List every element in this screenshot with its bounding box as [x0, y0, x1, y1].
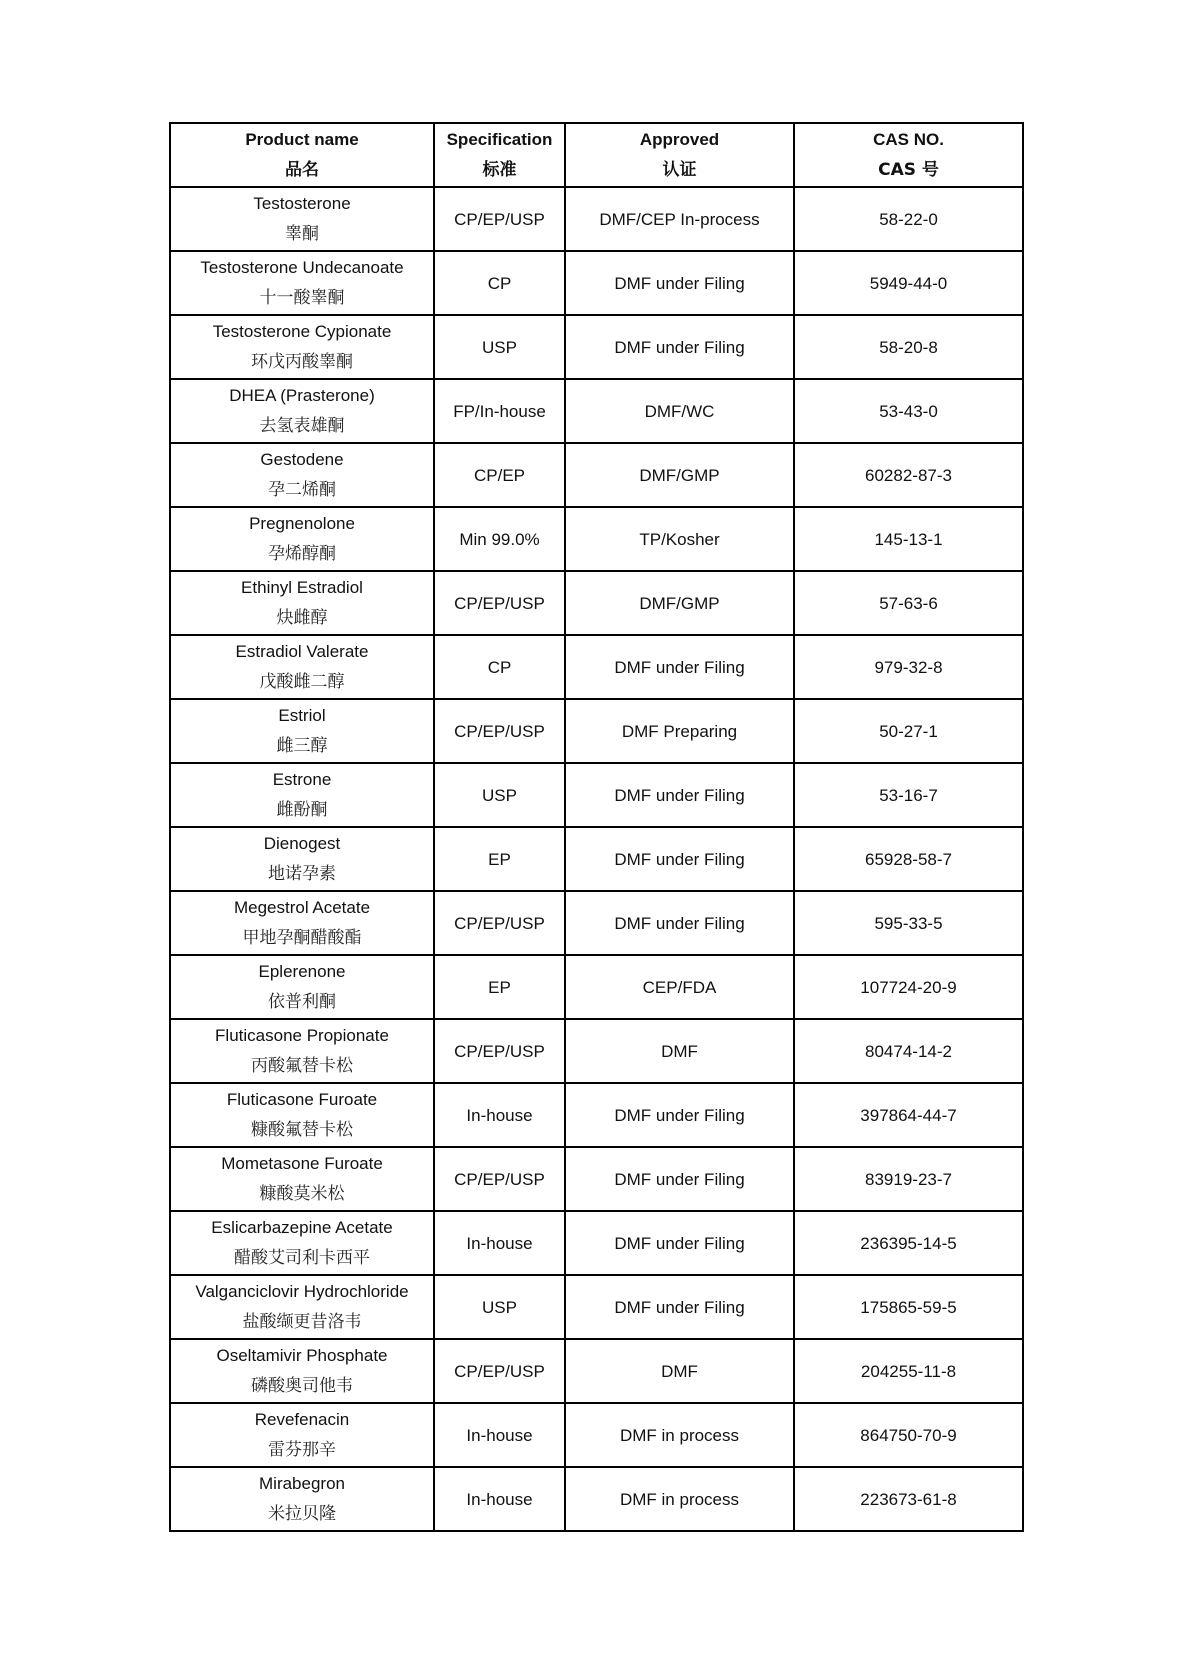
product-name-en: Estradiol Valerate — [235, 642, 369, 661]
product-name-zh: 孕烯醇酮 — [268, 544, 336, 564]
cell-specification: USP — [434, 315, 565, 379]
header-product-name-en: Product name — [245, 130, 359, 149]
product-name-zh: 盐酸缬更昔洛韦 — [242, 1312, 362, 1332]
table-row — [170, 315, 1023, 379]
table-row — [170, 1019, 1023, 1083]
product-name-zh: 地诺孕素 — [268, 864, 336, 884]
header-specification-en: Specification — [446, 130, 553, 149]
table-row — [170, 251, 1023, 315]
cell-cas-no: 204255-11-8 — [794, 1339, 1023, 1403]
cell-specification: FP/In-house — [434, 379, 565, 443]
cell-specification: In-house — [434, 1083, 565, 1147]
table-row — [170, 699, 1023, 763]
cell-specification: Min 99.0% — [434, 507, 565, 571]
product-name-en: Estriol — [278, 706, 326, 725]
table-row — [170, 763, 1023, 827]
header-cas-no — [794, 123, 1023, 187]
cell-approved: DMF in process — [565, 1403, 794, 1467]
table-body — [170, 187, 1023, 1531]
cell-product-name — [170, 1275, 434, 1339]
product-name-zh: 戊酸雌二醇 — [259, 672, 345, 692]
cell-product-name — [170, 379, 434, 443]
cell-approved: DMF under Filing — [565, 635, 794, 699]
cell-specification: CP — [434, 635, 565, 699]
cell-product-name — [170, 1083, 434, 1147]
table-row — [170, 1467, 1023, 1531]
product-name-en: Testosterone — [253, 194, 351, 213]
product-name-zh: 甲地孕酮醋酸酯 — [242, 928, 362, 948]
product-name-zh: 十一酸睾酮 — [259, 288, 345, 308]
cell-approved: DMF under Filing — [565, 1211, 794, 1275]
cell-product-name — [170, 1147, 434, 1211]
header-approved — [565, 123, 794, 187]
product-name-en: Fluticasone Propionate — [215, 1026, 389, 1045]
product-name-zh: 雷芬那辛 — [268, 1440, 336, 1460]
cell-product-name — [170, 891, 434, 955]
cell-cas-no: 83919-23-7 — [794, 1147, 1023, 1211]
table-row — [170, 1211, 1023, 1275]
cell-cas-no: 60282-87-3 — [794, 443, 1023, 507]
header-cas-no-en: CAS NO. — [873, 130, 944, 149]
table-row — [170, 827, 1023, 891]
cell-specification: CP/EP/USP — [434, 891, 565, 955]
cell-cas-no: 145-13-1 — [794, 507, 1023, 571]
cell-approved: DMF under Filing — [565, 1275, 794, 1339]
product-name-en: Gestodene — [260, 450, 344, 469]
table-row — [170, 379, 1023, 443]
cell-cas-no: 57-63-6 — [794, 571, 1023, 635]
cell-specification: CP/EP/USP — [434, 1147, 565, 1211]
cell-cas-no: 979-32-8 — [794, 635, 1023, 699]
cell-cas-no: 53-16-7 — [794, 763, 1023, 827]
product-name-en: Ethinyl Estradiol — [241, 578, 363, 597]
header-approved-en: Approved — [639, 130, 720, 149]
product-table — [169, 122, 1024, 1532]
cell-product-name — [170, 827, 434, 891]
cell-specification: USP — [434, 763, 565, 827]
cell-approved: DMF/GMP — [565, 443, 794, 507]
cell-cas-no: 107724-20-9 — [794, 955, 1023, 1019]
cell-specification: USP — [434, 1275, 565, 1339]
table-row — [170, 443, 1023, 507]
product-name-en: Valganciclovir Hydrochloride — [195, 1282, 409, 1301]
product-name-zh: 醋酸艾司利卡西平 — [234, 1248, 370, 1268]
cell-approved: CEP/FDA — [565, 955, 794, 1019]
product-name-en: Oseltamivir Phosphate — [216, 1346, 388, 1365]
product-name-zh: 米拉贝隆 — [268, 1504, 336, 1524]
table-row — [170, 1339, 1023, 1403]
cell-approved: DMF under Filing — [565, 315, 794, 379]
cell-specification: EP — [434, 827, 565, 891]
product-name-zh: 丙酸氟替卡松 — [251, 1056, 353, 1076]
cell-approved: DMF/GMP — [565, 571, 794, 635]
product-name-zh: 炔雌醇 — [276, 608, 328, 628]
cell-product-name — [170, 507, 434, 571]
product-name-en: Eslicarbazepine Acetate — [211, 1218, 393, 1237]
cell-approved: DMF under Filing — [565, 1083, 794, 1147]
header-specification-zh: 标准 — [482, 160, 517, 180]
product-name-en: Eplerenone — [258, 962, 346, 981]
product-name-zh: 磷酸奥司他韦 — [251, 1376, 353, 1396]
cell-cas-no: 58-20-8 — [794, 315, 1023, 379]
cell-approved: DMF under Filing — [565, 763, 794, 827]
header-specification — [434, 123, 565, 187]
cell-cas-no: 80474-14-2 — [794, 1019, 1023, 1083]
cell-product-name — [170, 1019, 434, 1083]
product-name-zh: 依普利酮 — [268, 992, 336, 1012]
product-name-en: DHEA (Prasterone) — [229, 386, 375, 405]
cell-product-name — [170, 1339, 434, 1403]
header-approved-zh: 认证 — [662, 160, 697, 180]
table-row — [170, 507, 1023, 571]
cell-approved: DMF — [565, 1339, 794, 1403]
table-row — [170, 891, 1023, 955]
cell-specification: CP/EP/USP — [434, 187, 565, 251]
cell-product-name — [170, 571, 434, 635]
cell-specification: CP/EP/USP — [434, 1019, 565, 1083]
cell-product-name — [170, 1467, 434, 1531]
cell-cas-no: 65928-58-7 — [794, 827, 1023, 891]
product-name-en: Testosterone Undecanoate — [200, 258, 404, 277]
product-name-en: Fluticasone Furoate — [226, 1090, 378, 1109]
cell-approved: DMF/WC — [565, 379, 794, 443]
table-row — [170, 635, 1023, 699]
product-name-en: Mometasone Furoate — [221, 1154, 383, 1173]
cell-product-name — [170, 635, 434, 699]
cell-approved: DMF under Filing — [565, 251, 794, 315]
product-name-zh: 环戊丙酸睾酮 — [251, 352, 353, 372]
cell-approved: DMF/CEP In-process — [565, 187, 794, 251]
cell-product-name — [170, 1403, 434, 1467]
cell-approved: DMF under Filing — [565, 1147, 794, 1211]
cell-approved: DMF under Filing — [565, 827, 794, 891]
cell-approved: DMF Preparing — [565, 699, 794, 763]
table-row — [170, 1275, 1023, 1339]
table-row — [170, 1083, 1023, 1147]
cell-product-name — [170, 443, 434, 507]
header-product-name-zh: 品名 — [285, 160, 319, 180]
table-row — [170, 187, 1023, 251]
cell-approved: TP/Kosher — [565, 507, 794, 571]
cell-cas-no: 864750-70-9 — [794, 1403, 1023, 1467]
cell-product-name — [170, 315, 434, 379]
cell-product-name — [170, 955, 434, 1019]
cell-cas-no: 236395-14-5 — [794, 1211, 1023, 1275]
product-name-zh: 雌酚酮 — [276, 800, 328, 820]
cell-cas-no: 397864-44-7 — [794, 1083, 1023, 1147]
product-name-zh: 雌三醇 — [276, 736, 328, 756]
product-name-zh: 睾酮 — [285, 224, 319, 244]
product-name-zh: 糠酸氟替卡松 — [251, 1120, 353, 1140]
table-header-row — [170, 123, 1023, 187]
cell-specification: In-house — [434, 1403, 565, 1467]
cell-cas-no: 5949-44-0 — [794, 251, 1023, 315]
product-name-en: Mirabegron — [259, 1474, 345, 1493]
product-name-en: Revefenacin — [254, 1410, 350, 1429]
cell-specification: CP/EP/USP — [434, 571, 565, 635]
product-name-en: Estrone — [272, 770, 332, 789]
cell-approved: DMF — [565, 1019, 794, 1083]
product-name-en: Dienogest — [263, 834, 341, 853]
product-name-zh: 糠酸莫米松 — [259, 1184, 345, 1204]
cell-cas-no: 175865-59-5 — [794, 1275, 1023, 1339]
cell-cas-no: 50-27-1 — [794, 699, 1023, 763]
cell-cas-no: 595-33-5 — [794, 891, 1023, 955]
cell-cas-no: 223673-61-8 — [794, 1467, 1023, 1531]
product-name-en: Testosterone Cypionate — [212, 322, 392, 341]
cell-product-name — [170, 251, 434, 315]
cell-specification: EP — [434, 955, 565, 1019]
cell-specification: CP/EP — [434, 443, 565, 507]
table-row — [170, 1403, 1023, 1467]
table-row — [170, 1147, 1023, 1211]
product-name-en: Pregnenolone — [249, 514, 355, 533]
cell-specification: In-house — [434, 1467, 565, 1531]
cell-specification: In-house — [434, 1211, 565, 1275]
cell-approved: DMF under Filing — [565, 891, 794, 955]
table-row — [170, 571, 1023, 635]
product-name-en: Megestrol Acetate — [233, 898, 371, 917]
product-name-zh: 孕二烯酮 — [268, 480, 336, 500]
cell-product-name — [170, 763, 434, 827]
table-row — [170, 955, 1023, 1019]
header-cas-no-zh: CAS 号 — [878, 160, 939, 180]
cell-product-name — [170, 699, 434, 763]
cell-product-name — [170, 1211, 434, 1275]
cell-approved: DMF in process — [565, 1467, 794, 1531]
product-name-zh: 去氢表雄酮 — [259, 416, 345, 436]
cell-specification: CP — [434, 251, 565, 315]
cell-specification: CP/EP/USP — [434, 699, 565, 763]
cell-product-name — [170, 187, 434, 251]
header-product-name — [170, 123, 434, 187]
cell-cas-no: 58-22-0 — [794, 187, 1023, 251]
cell-cas-no: 53-43-0 — [794, 379, 1023, 443]
cell-specification: CP/EP/USP — [434, 1339, 565, 1403]
